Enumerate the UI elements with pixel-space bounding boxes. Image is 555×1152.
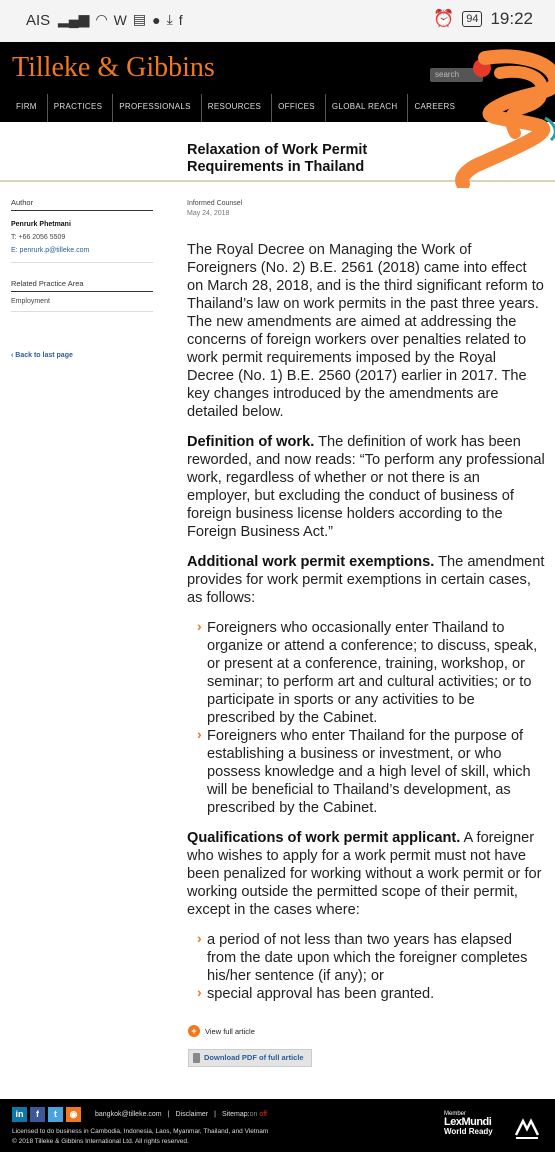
list-item: › special approval has been granted. xyxy=(207,985,545,1003)
footer-separator: | xyxy=(214,1111,216,1118)
article-category: Informed Counsel xyxy=(187,200,243,207)
section-qualifications xyxy=(187,829,545,919)
orange-scribble-overlay xyxy=(455,48,555,188)
copyright-text: © 2018 Tilleke & Gibbins International Ltd. All rights reserved. xyxy=(12,1138,189,1145)
sitemap-off[interactable]: off xyxy=(259,1111,267,1118)
section-exemptions xyxy=(187,553,545,607)
nav-global-reach[interactable]: GLOBAL REACH xyxy=(325,94,408,122)
status-right xyxy=(433,9,533,29)
multilaw-logo[interactable] xyxy=(514,1115,540,1141)
sitemap-toggle[interactable] xyxy=(222,1111,267,1118)
qualifications-list xyxy=(187,931,545,1003)
list-item: › a period of not less than two years has elapsed from the date upon which the foreigner completes his/her sentence (if any); or xyxy=(207,931,545,985)
site-footer xyxy=(0,1099,555,1152)
status-icons xyxy=(58,11,183,28)
plus-icon: + xyxy=(188,1025,200,1037)
footer-links xyxy=(95,1111,267,1118)
list-item: › Foreigners who occasionally enter Thailand to organize or attend a conference; to discuss, speak, or present at a conference, training, workshop, or seminar; to perform art and cultural activities; or to participate in sports or any activities to be prescribed by the Cabinet. xyxy=(207,619,545,727)
social-links xyxy=(12,1107,81,1122)
section-text: A foreigner who wishes to apply for a work permit must not have been penalized for working without a work permit or for working outside the permitted scope of their permit, except in the cases where: xyxy=(187,830,542,918)
disclaimer-link[interactable]: Disclaimer xyxy=(175,1111,209,1118)
battery-icon: 94 xyxy=(462,11,482,27)
title-line-1: Relaxation of Work Permit xyxy=(187,142,368,158)
line-icon: ● xyxy=(152,11,161,28)
author-label: Author xyxy=(11,198,153,211)
chevron-left-icon: ‹ xyxy=(11,352,16,359)
practice-label: Related Practice Area xyxy=(11,279,153,292)
main-nav xyxy=(0,94,465,122)
pdf-label: Download PDF of full article xyxy=(204,1053,304,1062)
back-link[interactable] xyxy=(11,352,73,359)
facebook-icon: f xyxy=(178,11,183,28)
back-label: Back to last page xyxy=(15,352,73,359)
download-icon: ⤓ xyxy=(166,11,173,27)
clock: 19:22 xyxy=(490,9,533,28)
facebook-icon[interactable]: f xyxy=(30,1107,45,1122)
author-email[interactable]: E: penrurk.p@tilleke.com xyxy=(11,247,153,263)
news-icon: ▤ xyxy=(132,11,147,27)
nav-professionals[interactable]: PROFESSIONALS xyxy=(112,94,200,122)
sitemap-on[interactable]: on xyxy=(249,1111,258,1118)
download-pdf-button[interactable] xyxy=(188,1049,312,1067)
license-text: Licensed to do business in Cambodia, Indonesia, Laos, Myanmar, Thailand, and Vietnam xyxy=(12,1128,269,1135)
nav-resources[interactable]: RESOURCES xyxy=(201,94,271,122)
linkedin-icon[interactable]: in xyxy=(12,1107,27,1122)
section-text: The definition of work has been reworded, and now reads: “To perform any professional work, regardless of whether or not there is an employer, but excluding the conduct of business of foreign business license holders according to the Foreign Business Act.” xyxy=(187,434,545,540)
article-meta xyxy=(187,200,242,217)
nav-firm[interactable]: FIRM xyxy=(16,102,37,111)
site-logo[interactable]: Tilleke & Gibbins xyxy=(12,52,215,83)
footer-email[interactable]: bangkok@tilleke.com xyxy=(95,1111,162,1118)
exemptions-list xyxy=(187,619,545,817)
sidebar xyxy=(11,198,153,312)
lexmundi-name: LexMundi xyxy=(444,1116,492,1128)
notification-icon: W xyxy=(113,11,127,28)
view-full-label: View full article xyxy=(205,1026,255,1036)
carrier-label: AIS xyxy=(26,12,51,29)
view-full-article-link[interactable] xyxy=(188,1025,255,1037)
alarm-icon: ⏰ xyxy=(433,9,455,28)
sitemap-label: Sitemap: xyxy=(221,1111,250,1118)
signal-icon: ▂▄▆ xyxy=(58,11,90,27)
section-text: The amendment provides for work permit exemptions in certain cases, as follows: xyxy=(187,554,545,606)
practice-link[interactable]: Employment xyxy=(11,298,153,312)
article-date: May 24, 2018 xyxy=(187,210,230,217)
lexmundi-sub: World Ready xyxy=(444,1127,493,1136)
intro-paragraph: The Royal Decree on Managing the Work of Foreigners (No. 2) B.E. 2561 (2018) came into effect on March 28, 2018, and is the third significant reform to Thailand’s law on work permits in the past three years. The new amendments are aimed at addressing the concerns of foreign workers over penalties related to work permit requirements imposed by the Royal Decree (No. 1) B.E. 2560 (2017) earlier in 2017. The key changes introduced by the amendments are detailed below. xyxy=(187,242,544,420)
section-heading: Definition of work. xyxy=(187,434,315,450)
author-name[interactable]: Penrurk Phetmani xyxy=(11,221,71,228)
section-heading: Qualifications of work permit applicant. xyxy=(187,830,461,846)
lexmundi-logo[interactable] xyxy=(444,1117,493,1137)
member-label: Member xyxy=(444,1111,467,1117)
nav-offices[interactable]: OFFICES xyxy=(271,94,325,122)
section-definition xyxy=(187,433,545,541)
footer-separator: | xyxy=(167,1111,170,1118)
section-heading: Additional work permit exemptions. xyxy=(187,554,435,570)
author-phone: T: +66 2056 5509 xyxy=(11,234,66,241)
nav-practices[interactable]: PRACTICES xyxy=(47,94,113,122)
title-line-2: Requirements in Thailand xyxy=(187,159,365,175)
article-body xyxy=(187,241,545,1015)
pdf-icon xyxy=(193,1053,200,1063)
twitter-icon[interactable]: t xyxy=(48,1107,63,1122)
list-item: › Foreigners who enter Thailand for the purpose of establishing a business or investment, or who possess knowledge and a high level of skill, which will be beneficial to Thailand’s development, as prescribed by the Cabinet. xyxy=(207,727,545,817)
rss-icon[interactable]: ◉ xyxy=(66,1107,81,1122)
status-bar xyxy=(0,0,555,42)
search-input[interactable]: search xyxy=(430,68,483,82)
page-title xyxy=(187,142,367,176)
nav-careers[interactable]: CAREERS xyxy=(407,94,465,122)
wifi-icon: ◠ xyxy=(95,11,108,27)
